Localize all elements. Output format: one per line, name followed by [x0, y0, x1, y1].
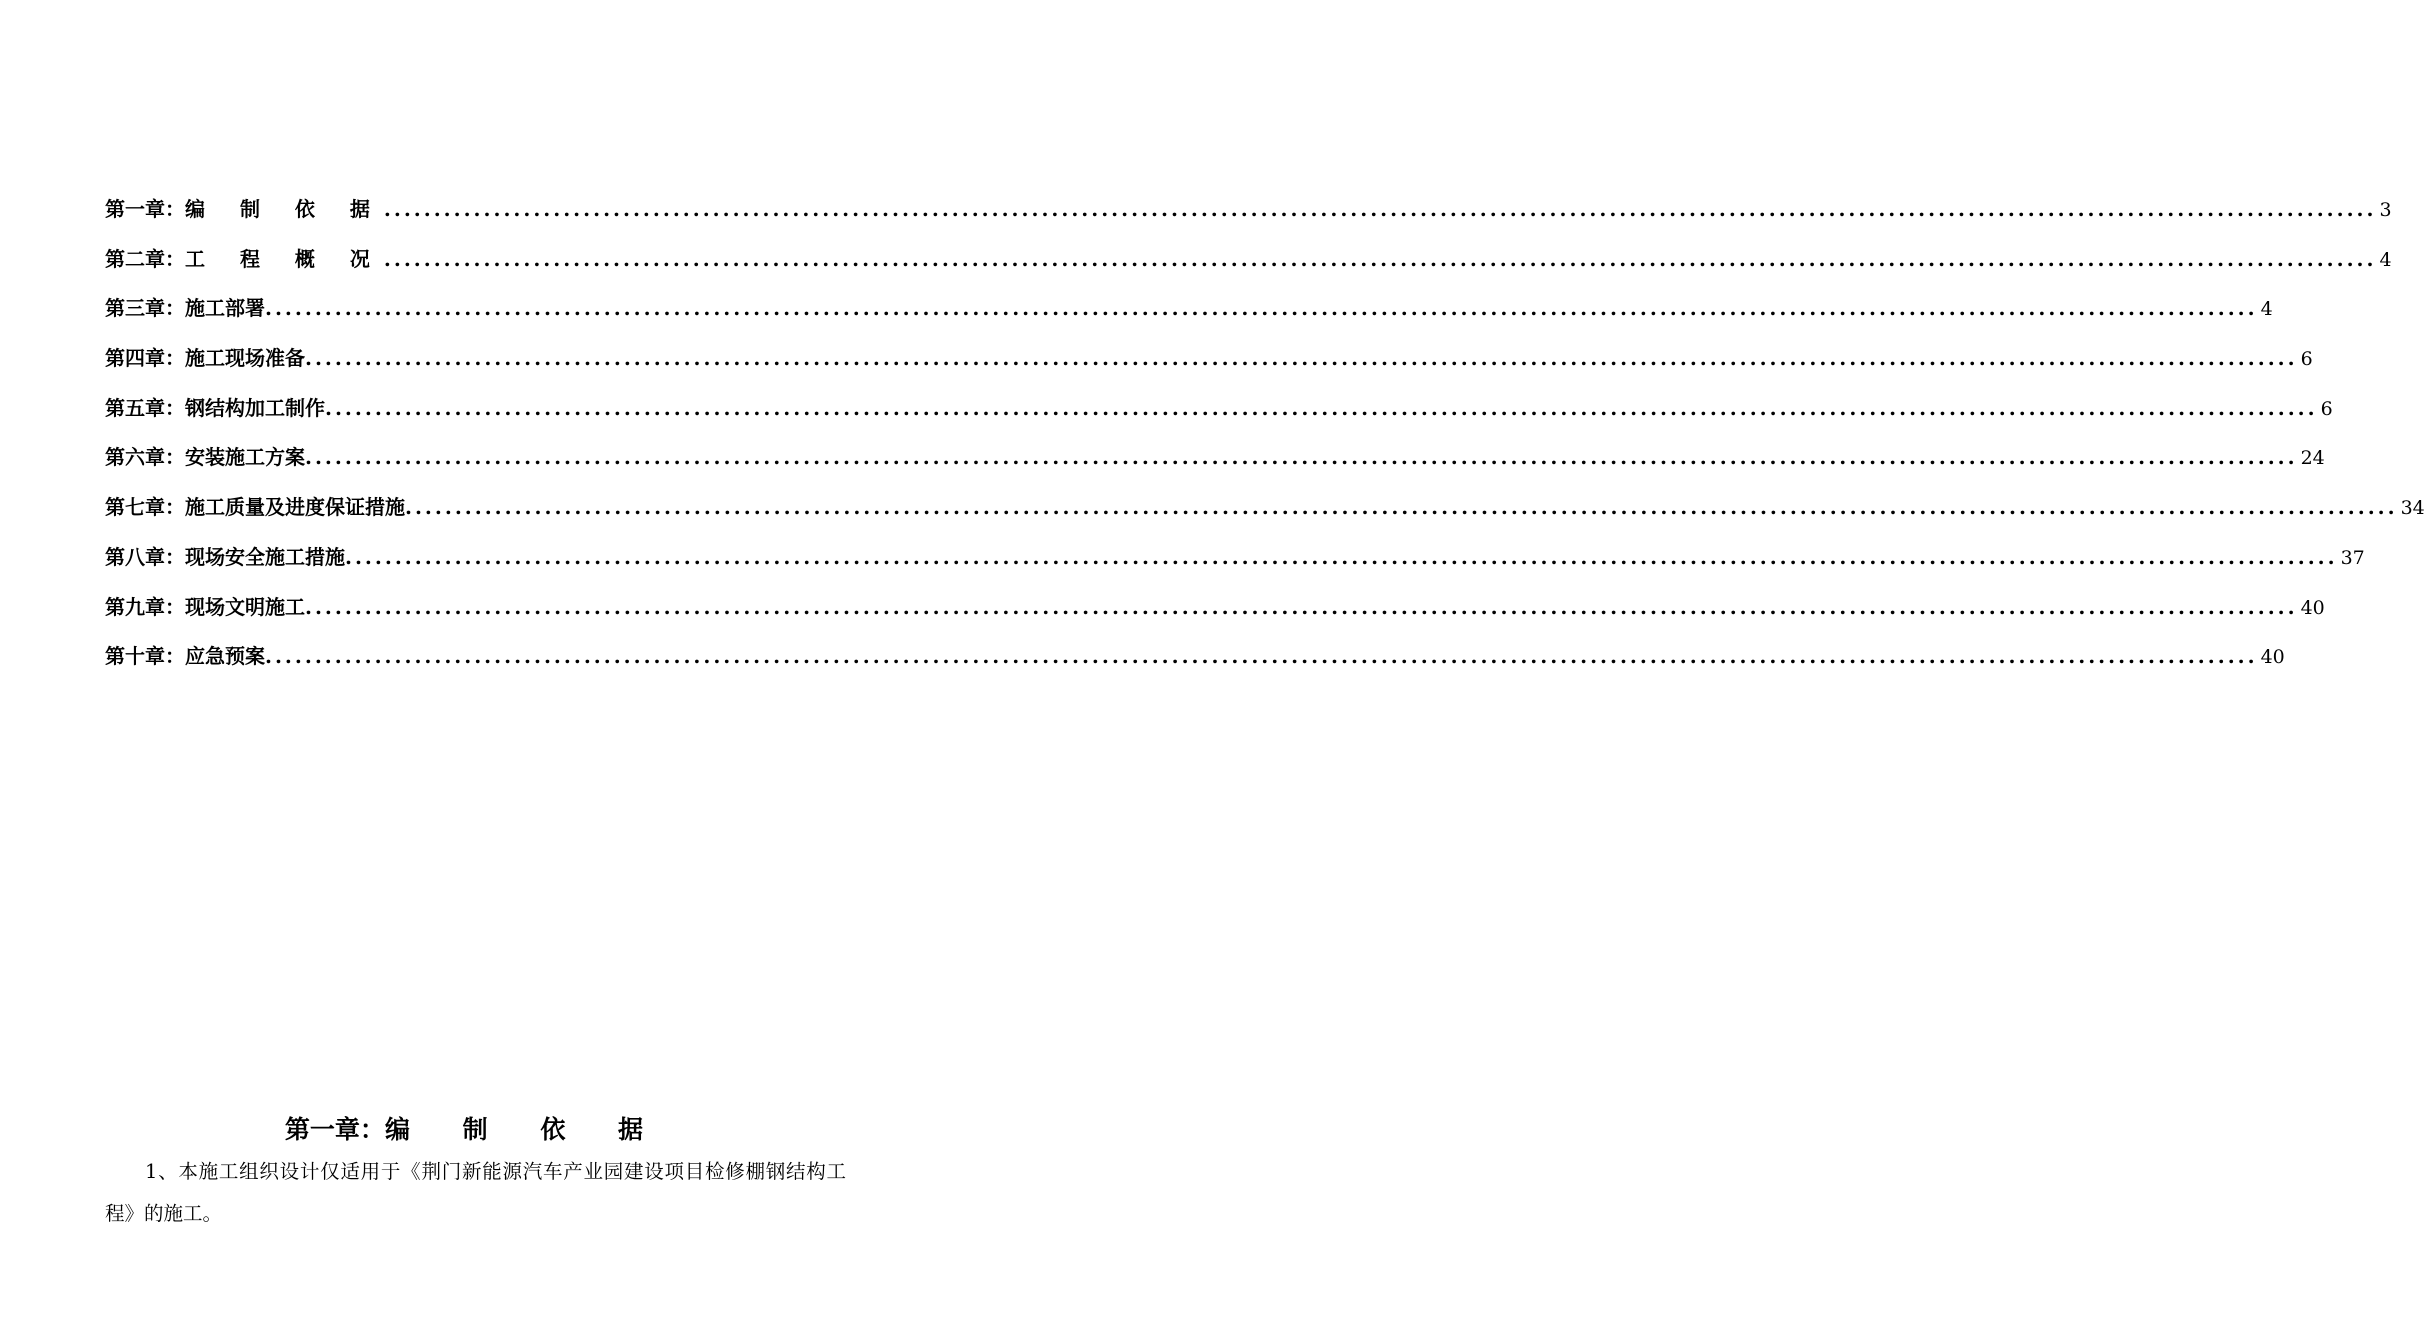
toc-entry-title: 施工现场准备 [185, 346, 305, 371]
toc-entry[interactable] [105, 489, 2425, 539]
toc-leader-dots: ........................................................................................................................................................................................................ [305, 594, 2298, 619]
toc-entry[interactable] [105, 191, 2392, 241]
toc-entry-title: 现场安全施工措施 [185, 544, 345, 569]
toc-leader-dots: ........................................................................................................................................................................................................ [345, 544, 2338, 569]
toc-entry-page: 40 [2260, 646, 2285, 669]
toc-entry-page: 4 [2379, 248, 2392, 271]
table-of-contents [105, 191, 2425, 688]
chapter-heading [0, 1108, 950, 1152]
toc-leader-dots: ........................................................................................................................................................................................................ [265, 296, 2258, 321]
toc-entry-label: 第二章： [105, 246, 185, 271]
toc-entry-title: 安装施工方案 [185, 445, 305, 470]
toc-entry-label: 第九章： [105, 594, 185, 619]
toc-leader-dots: ........................................................................................................................................................................................................ [265, 644, 2258, 669]
toc-entry-page: 6 [2320, 397, 2333, 420]
toc-entry-label: 第三章： [105, 296, 185, 321]
toc-entry[interactable] [105, 589, 2325, 639]
toc-entry[interactable] [105, 290, 2273, 340]
toc-leader-dots: ........................................................................................................................................................................................................ [383, 197, 2377, 221]
toc-entry-title: 现场文明施工 [185, 594, 305, 619]
toc-entry-title: 施工部署 [185, 296, 265, 321]
toc-entry-page: 6 [2300, 348, 2313, 371]
toc-entry-page: 3 [2379, 199, 2392, 221]
toc-entry-label: 第七章： [105, 495, 185, 520]
toc-entry-label: 第一章： [105, 197, 185, 221]
toc-entry-title: 施工质量及进度保证措施 [185, 495, 405, 520]
toc-entry-page: 40 [2300, 596, 2325, 619]
toc-leader-dots: ........................................................................................................................................................................................................ [305, 445, 2298, 470]
toc-entry-page: 4 [2260, 298, 2273, 321]
toc-leader-dots: ........................................................................................................................................................................................................ [405, 495, 2398, 520]
toc-entry[interactable] [105, 539, 2365, 589]
toc-entry-label: 第八章： [105, 544, 185, 569]
chapter-title: 编 制 依 据 [384, 1115, 666, 1144]
chapter-paragraph: 1、本施工组织设计仅适用于《荆门新能源汽车产业园建设项目检修棚钢结构工程》的施工。 [105, 1160, 846, 1225]
toc-entry[interactable] [105, 439, 2325, 489]
toc-entry-label: 第十章： [105, 644, 185, 669]
toc-entry-label: 第五章： [105, 395, 185, 420]
toc-entry-page: 34 [2400, 497, 2425, 520]
toc-entry-page: 37 [2340, 546, 2365, 569]
toc-entry-title: 编 制 依 据 [185, 197, 384, 221]
toc-entry-title: 钢结构加工制作 [185, 395, 325, 420]
toc-entry[interactable] [105, 241, 2392, 291]
toc-leader-dots: ........................................................................................................................................................................................................ [325, 395, 2318, 420]
toc-entry[interactable] [105, 340, 2313, 390]
toc-entry-title: 工 程 概 况 [185, 246, 384, 271]
toc-leader-dots: ........................................................................................................................................................................................................ [305, 346, 2298, 371]
chapter-label: 第一章： [284, 1115, 385, 1144]
toc-entry-title: 应急预案 [185, 644, 265, 669]
toc-entry-page: 24 [2300, 447, 2325, 470]
toc-entry-label: 第六章： [105, 445, 185, 470]
toc-leader-dots: ........................................................................................................................................................................................................ [383, 246, 2377, 271]
toc-entry-label: 第四章： [105, 346, 185, 371]
toc-entry[interactable] [105, 390, 2333, 440]
toc-entry[interactable] [105, 638, 2285, 688]
